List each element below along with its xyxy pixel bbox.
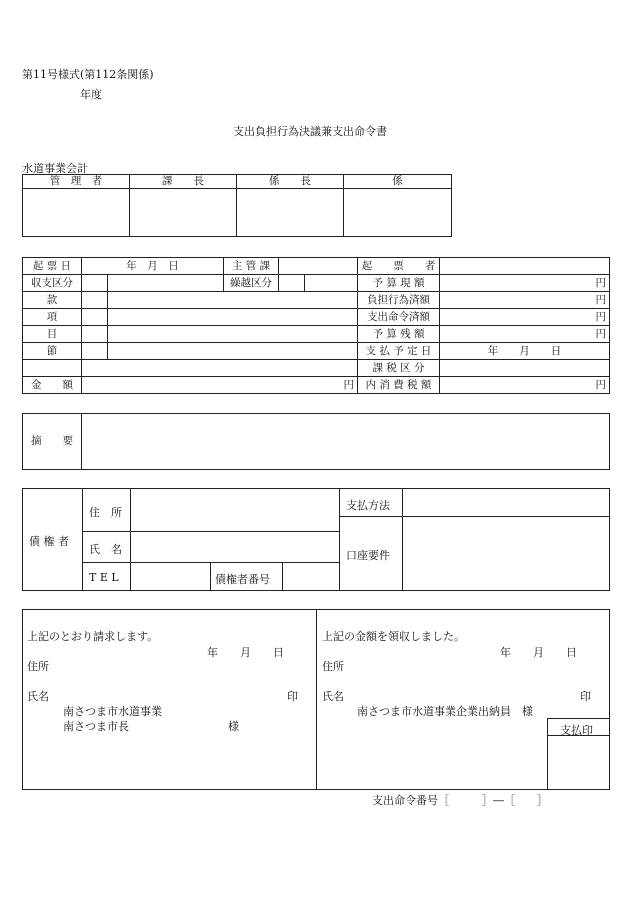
tax-class-label: 課 税 区 分 xyxy=(358,360,440,377)
receipt-date[interactable]: 年 月 日 xyxy=(500,646,577,659)
account-requirements-label: 口座要件 xyxy=(346,549,390,562)
consumption-tax-label: 内 消 費 税 額 xyxy=(358,377,440,394)
kou-label: 項 xyxy=(23,309,82,326)
drafter-label: 起 票 者 xyxy=(358,258,440,275)
receipt-address-label: 住所 xyxy=(322,660,344,673)
creditor-tel-label: T E L xyxy=(89,571,119,584)
approval-stamp-cell[interactable] xyxy=(237,189,344,237)
budget-remaining-value[interactable]: 円 xyxy=(440,326,610,343)
kou-name[interactable] xyxy=(108,309,358,326)
budget-current-value[interactable]: 円 xyxy=(440,275,610,292)
receipt-seal-mark: 印 xyxy=(580,690,591,703)
payment-date-value[interactable]: 年 月 日 xyxy=(440,343,610,360)
kihyo-date-value[interactable]: 年 月 日 xyxy=(82,258,224,275)
receipt-statement: 上記の金額を領収しました。 xyxy=(322,630,465,643)
department-label: 主 管 課 xyxy=(224,258,279,275)
payment-ordered-value[interactable]: 円 xyxy=(440,309,610,326)
revenue-class-value[interactable] xyxy=(82,275,108,292)
moku-code[interactable] xyxy=(82,326,108,343)
request-date[interactable]: 年 月 日 xyxy=(207,646,284,659)
creditor-address-label: 住 所 xyxy=(89,506,122,519)
amount-label: 金 額 xyxy=(23,377,82,394)
revenue-class-label: 収支区分 xyxy=(23,275,82,292)
setsu-label: 節 xyxy=(23,343,82,360)
request-address-label: 住所 xyxy=(27,660,49,673)
blank-cell xyxy=(23,360,82,377)
carryover-class-label: 繰越区分 xyxy=(224,275,279,292)
payment-stamp-label: 支払印 xyxy=(560,724,593,737)
receipt-recipient: 南さつま市水道事業企業出納員 様 xyxy=(357,705,533,718)
approval-stamp-cell[interactable] xyxy=(344,189,452,237)
payment-method-input[interactable] xyxy=(403,489,608,515)
encumbered-label: 負担行為済額 xyxy=(358,292,440,309)
moku-name[interactable] xyxy=(108,326,358,343)
request-recipient-line1: 南さつま市水道事業 xyxy=(63,705,162,718)
request-honorific: 様 xyxy=(228,720,239,733)
approval-header-subsection-chief: 係 長 xyxy=(237,175,344,189)
payment-ordered-label: 支出命令済額 xyxy=(358,309,440,326)
drafter-value[interactable] xyxy=(440,258,610,275)
budget-remaining-label: 予 算 残 額 xyxy=(358,326,440,343)
carryover-class-value[interactable] xyxy=(279,275,305,292)
blank-cell xyxy=(108,275,224,292)
department-value[interactable] xyxy=(279,258,358,275)
budget-current-label: 予 算 現 額 xyxy=(358,275,440,292)
payment-date-label: 支 払 予 定 日 xyxy=(358,343,440,360)
fiscal-year-label: 年度 xyxy=(80,88,102,101)
summary-label: 摘 要 xyxy=(23,414,82,470)
request-statement: 上記のとおり請求します。 xyxy=(27,630,159,643)
request-seal-mark: 印 xyxy=(287,690,298,703)
amount-value[interactable]: 円 xyxy=(82,377,358,394)
approval-header-manager: 管 理 者 xyxy=(23,175,130,189)
form-number: 第11号様式(第112条関係) xyxy=(22,68,154,81)
creditor-tel-input[interactable] xyxy=(131,563,209,589)
payment-method-label: 支払方法 xyxy=(346,499,390,512)
creditor-address-input[interactable] xyxy=(131,489,338,530)
document-title: 支出負担行為決議兼支出命令書 xyxy=(233,125,387,138)
encumbered-value[interactable]: 円 xyxy=(440,292,610,309)
moku-label: 目 xyxy=(23,326,82,343)
kan-code[interactable] xyxy=(82,292,108,309)
creditor-number-label: 債権者番号 xyxy=(215,573,270,586)
setsu-name[interactable] xyxy=(108,343,358,360)
accounting-label: 水道事業会計 xyxy=(22,162,88,175)
kou-code[interactable] xyxy=(82,309,108,326)
kan-label: 款 xyxy=(23,292,82,309)
approval-stamp-cell[interactable] xyxy=(130,189,237,237)
creditor-label: 債 権 者 xyxy=(29,535,69,548)
setsu-code[interactable] xyxy=(82,343,108,360)
summary-table xyxy=(22,413,610,470)
request-name-label: 氏名 xyxy=(27,690,49,703)
consumption-tax-value[interactable]: 円 xyxy=(440,377,610,394)
kihyo-date-label: 起 票 日 xyxy=(23,258,82,275)
tax-class-value[interactable] xyxy=(440,360,610,377)
account-requirements-input[interactable] xyxy=(403,517,608,589)
blank-cell xyxy=(305,275,358,292)
creditor-name-label: 氏 名 xyxy=(89,543,122,556)
approval-table xyxy=(22,174,452,237)
request-recipient-line2: 南さつま市長 xyxy=(63,720,129,733)
kan-name[interactable] xyxy=(108,292,358,309)
approval-stamp-cell[interactable] xyxy=(23,189,130,237)
approval-header-staff: 係 xyxy=(344,175,452,189)
blank-row[interactable] xyxy=(82,360,358,377)
receipt-name-label: 氏名 xyxy=(322,690,344,703)
creditor-name-input[interactable] xyxy=(131,532,338,561)
creditor-number-input[interactable] xyxy=(283,563,338,589)
approval-header-section-chief: 課 長 xyxy=(130,175,237,189)
summary-field[interactable] xyxy=(82,414,610,470)
payment-order-number[interactable]: 支出命令番号［ ］―［ ］ xyxy=(372,794,548,807)
main-table xyxy=(22,257,610,394)
